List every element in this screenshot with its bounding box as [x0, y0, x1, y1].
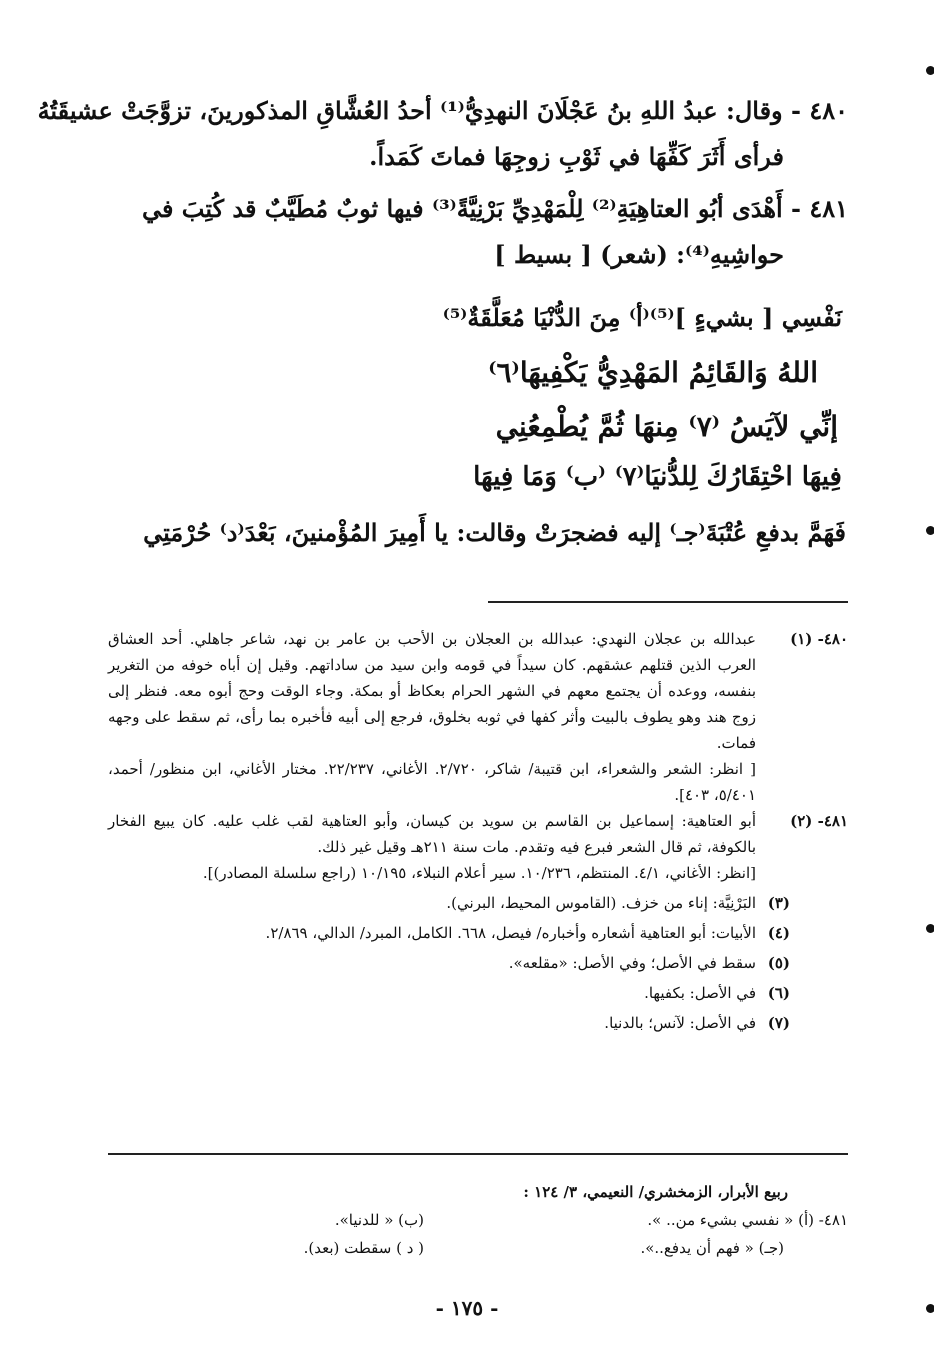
footnote-text: في الأصل: بكفيها.	[644, 984, 756, 1002]
footnote	[108, 1010, 848, 1036]
references-divider	[108, 1153, 848, 1155]
margin-dot	[926, 66, 934, 75]
footnote-text: أبو العتاهية: إسماعيل بن القاسم بن سويد بن كيسان، وأبو العتاهية لقب غلب عليه. كان يبيع الفخار بالكوفة، ثم قال الشعر فبرع فيه وتقدم. مات سنة ٢١١هـ وقيل غير ذلك.	[108, 812, 756, 856]
margin-dot	[926, 924, 934, 933]
reference-variant: (ب) « للدنيا».	[334, 1211, 424, 1229]
page-number: - ١٧٥ -	[435, 1296, 499, 1320]
references-title: ربيع الأبرار، الزمخشري/ النعيمي، ٣/ ١٢٤ :	[523, 1183, 788, 1201]
main-line: ٤٨١ - أَهْدَى أبُو العتاهِيَةِ⁽²⁾ لِلْمَهْدِيِّ بَرْنِيَّةً⁽³⁾ فيها ثوبٌ مُطَيَّبٌ قد كُتِبَ في	[141, 194, 848, 223]
footnote	[108, 626, 848, 808]
margin-dot	[926, 526, 934, 535]
footnote-number: ٤٨٠- (١)	[790, 630, 848, 648]
footnote	[108, 980, 848, 1006]
main-line: حواشِيهِ⁽⁴⁾: (شعر) [ بسيط ]	[494, 240, 784, 269]
footnote-number: (٤)	[767, 924, 790, 942]
footnote-number: (٥)	[767, 954, 790, 972]
footnote	[108, 920, 848, 946]
main-line: فرأى أَثَرَ كَفِّهَا في ثَوْبِ زوجِهَا فماتَ كَمَداً.	[369, 142, 784, 171]
footnote	[108, 890, 848, 916]
footnote-text: عبدالله بن عجلان النهدي: عبدالله بن العجلان بن الأحب بن عامر بن نهد، شاعر جاهلي. أحد العشاق العرب الذين قتلهم عشقهم. كان سيداً في قومه وابن سيد من ساداتهم. وقيل إن أباه خوفه من التغرير بنفسه، ووعده أن يجتمع معهم في الشهر الحرام بعكاظ أو بمكة. وجاء الوقت وحج أبوه معه. فنظر إلى زوج هند وهو يطوف بالبيت وأثر كفها في ثوبه بخلوق، فرجع إلى أبيه فأخبره بما رأى، ثم سقط على وجهه فمات.	[108, 630, 756, 752]
verse-line: اللهُ وَالقَائِمُ المَهْدِيُّ يَكْفِيهَا⁽٦⁾	[488, 356, 818, 389]
variant-references	[108, 1178, 848, 1262]
main-line: ٤٨٠ - وقال: عبدُ اللهِ بنُ عَجْلَانَ النهدِيُّ⁽¹⁾ أحدُ العُشَّاقِ المذكورينَ، تزوَّجَتْ عشيقَتُهُ	[37, 96, 848, 125]
footnote-number: (٣)	[767, 894, 790, 912]
main-text	[37, 88, 848, 278]
reference-variant: (جـ) « فهم أن يدفع..».	[640, 1239, 784, 1257]
footnote-text: في الأصل: لآنس؛ بالدنيا.	[604, 1014, 756, 1032]
reference-variant: ( د ) سقطت (بعد).	[303, 1239, 424, 1257]
reference-row	[108, 1206, 848, 1234]
footnote	[108, 808, 848, 886]
footnote-text: [ انظر: الشعر والشعراء، ابن قتيبة/ شاكر، ٢/٧٢٠. الأغاني، ٢٢/٢٣٧. مختار الأغاني، ابن منظور/ أحمد، ٥/٤٠١، ٤٠٣].	[108, 760, 757, 804]
footnote-text: [انظر: الأغاني، ٤/١. المنتظم، ١٠/٢٣٦. سير أعلام النبلاء، ١٠/١٩٥ (راجع سلسلة المصادر)].	[202, 864, 756, 882]
verse-line: فِيهَا احْتِقَارُكَ لِلدُّنيَا⁽٧⁾ ⁽ب⁾ وَمَا فِيهَا	[473, 462, 842, 492]
footnote-divider	[488, 601, 848, 603]
reference-variant: ٤٨١- (أ) « نفسي بشيء من.. ».	[647, 1211, 848, 1229]
footnote-text: البَرْنِيَّة: إناء من خزف. (القاموس المحيط، البرني).	[446, 894, 756, 912]
footnote-number: (٧)	[767, 1014, 790, 1032]
footnote	[108, 950, 848, 976]
verse-line: إنِّي لآيَسُ ⁽٧⁾ مِنهَا ثُمَّ يُطْمِعُنِي	[495, 410, 838, 443]
main-line: فَهَمَّ بدفعِ عُتْبَةَ⁽جـ⁾ إليه فضجرَتْ وقالت: يا أَمِيرَ المُؤْمنينَ، بَعْدَ⁽د⁾ حُرْمَتِي	[143, 518, 846, 547]
reference-row	[108, 1234, 848, 1262]
footnote-number: ٤٨١- (٢)	[790, 812, 848, 830]
verse-line: نَفْسِي [ بشيءٍ ]⁽⁵⁾⁽أ⁾ مِنَ الدُّنْيَا مُعَلَّقَةٌ⁽⁵⁾	[442, 303, 842, 332]
footnotes	[108, 626, 848, 1036]
footnote-number: (٦)	[767, 984, 790, 1002]
footnote-text: سقط في الأصل؛ وفي الأصل: «مقلعه».	[508, 954, 756, 972]
footnote-text: الأبيات: أبو العتاهية أشعاره وأخباره/ فيصل، ٦٦٨. الكامل، المبرد/ الدالي، ٢/٨٦٩.	[265, 924, 756, 942]
